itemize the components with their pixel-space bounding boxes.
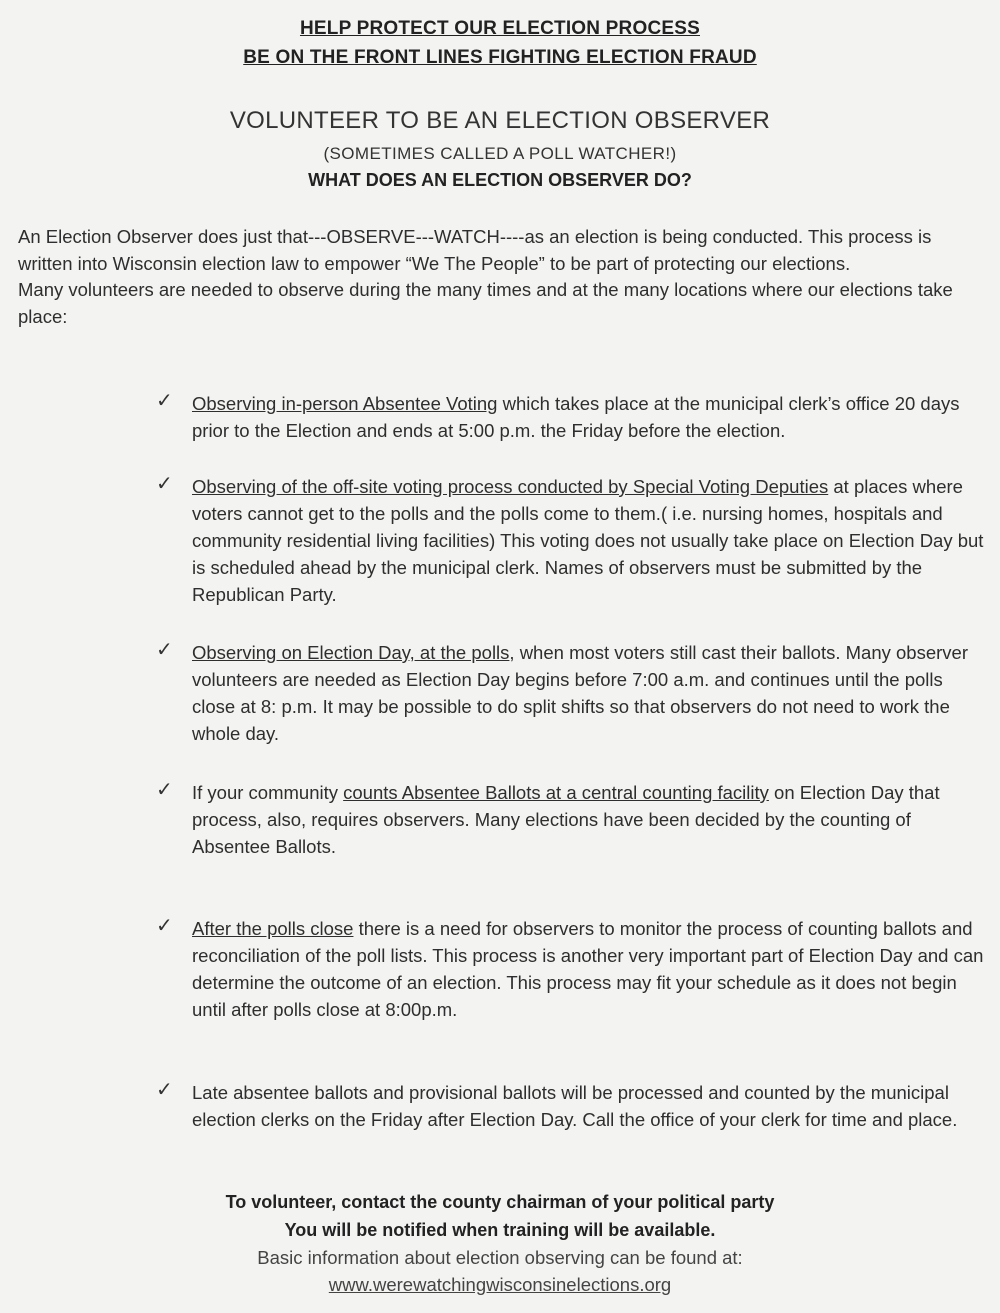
checkmark-icon: ✓ — [156, 1079, 173, 1101]
item-suffix: at places where voters cannot get to the polls and the polls come to them.( i.e. nursing homes, hospitals and community residential living facilities) This voting does not usually take place on Election Day but is scheduled ahead by the municipal clerk. Names of observers must be submitted by the Republican Party. — [192, 476, 984, 605]
checkmark-icon: ✓ — [156, 390, 173, 412]
item-underlined: Observing on Election Day, at the polls — [192, 642, 510, 663]
item-suffix: there is a need for observers to monitor the process of counting ballots and reconciliation of the poll lists. This process is another very important part of Election Day and can determine the outcome of an election. This process may fit your schedule as it does not begin until after polls close at 8:00p.m. — [192, 918, 984, 1020]
list-item-absentee-voting — [156, 390, 986, 444]
list-item-central-counting — [156, 779, 986, 860]
item-underlined: After the polls close — [192, 918, 354, 939]
item-suffix: which takes place at the municipal clerk’s office 20 days prior to the Election and ends at 5:00 p.m. the Friday before the election. — [192, 393, 960, 441]
page-title: VOLUNTEER TO BE AN ELECTION OBSERVER — [229, 107, 771, 134]
checkmark-icon: ✓ — [156, 639, 173, 661]
checkmark-icon: ✓ — [156, 473, 173, 495]
list-item-after-polls-close — [156, 915, 986, 1023]
footer-block — [0, 1188, 1000, 1299]
section-question: WHAT DOES AN ELECTION OBSERVER DO? — [308, 170, 692, 190]
list-item-late-absentee — [156, 1079, 986, 1133]
checkmark-icon: ✓ — [156, 915, 173, 937]
item-suffix: , when most voters still cast their ballots. Many observer volunteers are needed as Election Day begins before 7:00 a.m. and continues until the polls close at 8: p.m. It may be possible to do split shifts so that observers do not need to work the whole day. — [192, 642, 968, 744]
footer-training-line: You will be notified when training will be available. — [284, 1220, 716, 1240]
intro-paragraph-2: Many volunteers are needed to observe during the many times and at the many locations where our elections take place: — [18, 279, 953, 327]
list-item-special-voting-deputies — [156, 473, 986, 608]
item-prefix: If your community — [192, 782, 344, 803]
list-item-text — [192, 779, 986, 860]
item-prefix: Late absentee ballots and provisional ballots will be processed and counted by the municipal election clerks on the Friday after Election Day. Call the office of your clerk for time and place. — [192, 1082, 958, 1130]
list-item-text — [192, 390, 986, 444]
item-underlined: Observing in-person Absentee Voting — [192, 393, 498, 414]
headline-protect: HELP PROTECT OUR ELECTION PROCESS — [299, 18, 700, 39]
item-suffix: on Election Day that process, also, requires observers. Many elections have been decided by the counting of Absentee Ballots. — [192, 782, 940, 857]
footer-contact-line: To volunteer, contact the county chairman of your political party — [225, 1192, 775, 1212]
headline-front-lines: BE ON THE FRONT LINES FIGHTING ELECTION FRAUD — [243, 47, 757, 68]
list-item-text — [192, 473, 986, 608]
list-item-text — [192, 915, 986, 1023]
intro-paragraph-1: An Election Observer does just that---OBSERVE---WATCH----as an election is being conducted. This process is written into Wisconsin election law to empower “We The People” to be part of protecting our elections. — [18, 226, 932, 274]
footer-info-line: Basic information about election observing can be found at: — [257, 1247, 743, 1268]
header-block — [0, 14, 1000, 72]
list-item-election-day-polls — [156, 639, 986, 747]
item-underlined: counts Absentee Ballots at a central counting facility — [343, 782, 769, 803]
intro-text — [18, 224, 978, 330]
list-item-text — [192, 639, 986, 747]
item-underlined: Observing of the off-site voting process conducted by Special Voting Deputies — [192, 476, 829, 497]
page-subtitle: (SOMETIMES CALLED A POLL WATCHER!) — [323, 144, 677, 163]
list-item-text — [192, 1079, 986, 1133]
website-link[interactable]: www.werewatchingwisconsinelections.org — [328, 1274, 672, 1295]
checkmark-icon: ✓ — [156, 779, 173, 801]
